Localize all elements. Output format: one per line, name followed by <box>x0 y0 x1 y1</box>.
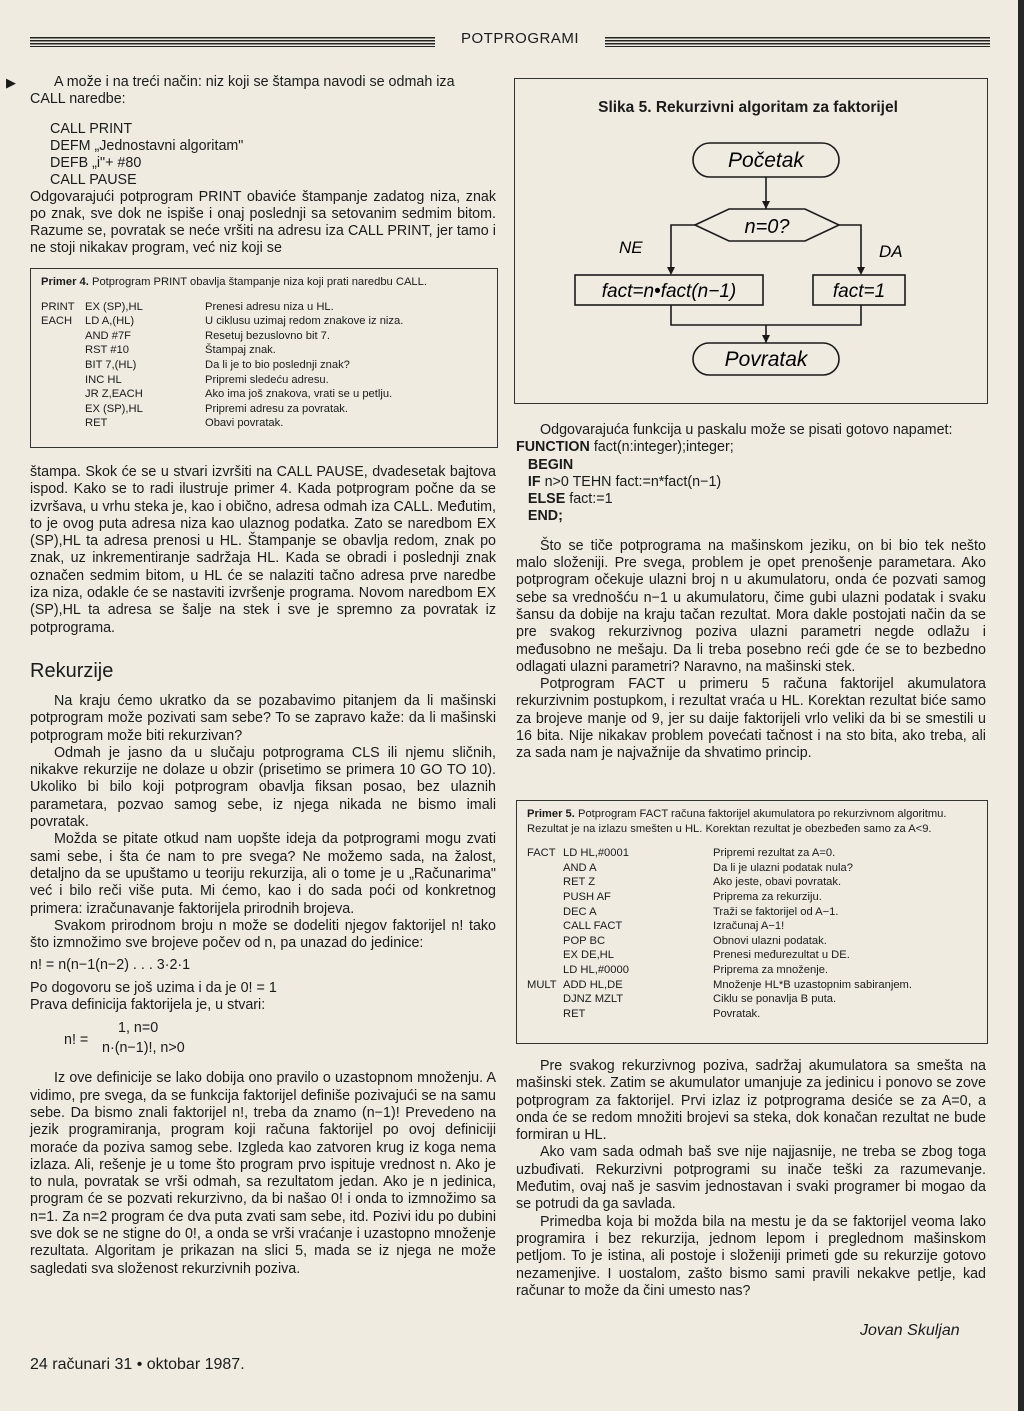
code-row <box>527 846 912 861</box>
page-header <box>30 26 990 56</box>
code-table <box>527 846 912 1021</box>
header-rule-left <box>30 37 435 47</box>
code-comment: Ciklu se ponavlja B puta. <box>713 993 837 1006</box>
recursive-label: fact=n•fact(n−1) <box>601 281 737 302</box>
code-instruction: RET Z <box>563 876 596 889</box>
code-label <box>527 890 563 905</box>
code-instruction: LD HL,#0001 <box>563 847 629 860</box>
code-row <box>527 905 912 920</box>
pascal-line <box>516 491 986 508</box>
code-label <box>41 387 85 402</box>
pascal-keyword: FUNCTION <box>516 439 590 456</box>
code-instruction: BIT 7,(HL) <box>85 358 137 371</box>
pascal-rest: fact(n:integer);integer; <box>589 439 734 456</box>
pascal-keyword: END; <box>516 508 563 525</box>
code-comment: Ako ima još znakova, vrati se u petlju. <box>205 388 393 401</box>
code-row <box>527 890 912 905</box>
code-label <box>527 948 563 963</box>
left-column-bottom <box>30 464 496 1278</box>
figure-5-box <box>514 78 988 404</box>
code-comment: Pripremi rezultat za A=0. <box>713 847 836 860</box>
code-instruction: ADD HL,DE <box>563 978 623 991</box>
code-instruction: RST #10 <box>85 344 129 357</box>
code-label <box>41 373 85 388</box>
page-footer: 24 računari 31 • oktobar 1987. <box>30 1356 245 1373</box>
section-title: POTPROGRAMI <box>460 30 579 47</box>
code-label <box>41 358 85 373</box>
pascal-line <box>516 439 986 456</box>
code-comment: Množenje HL*B uzastopnim sabiranjem. <box>713 978 912 991</box>
code-label: PRINT <box>41 300 75 313</box>
primer-caption <box>527 807 977 836</box>
code-row <box>527 934 912 949</box>
paragraph: Pre svakog rekurzivnog poziva, sadržaj akumulatora sa smešta na mašinski stek. Zatim se akumulator umanjuje za jedinicu i ponovo se zove potprogram za faktorijel. Prvi izlaz iz potprograma desiće se za A=0, a onda će se redom množiti brojevi sa steka, dok konačan rezultat ne bude formiran u HL. <box>516 1058 986 1144</box>
code-comment: Resetuj bezuslovno bit 7. <box>205 329 331 342</box>
intro-line-2: CALL naredbe: <box>30 91 126 108</box>
code-instruction: INC HL <box>85 373 122 386</box>
code-label <box>527 1007 563 1022</box>
code-comment: Prenesi adresu niza u HL. <box>205 300 334 313</box>
code-row <box>41 402 403 417</box>
code-comment: Obavi povratak. <box>205 417 284 430</box>
decision-label: n=0? <box>744 216 790 238</box>
pascal-line <box>516 508 986 525</box>
code-label <box>41 416 85 431</box>
base-label: fact=1 <box>832 281 886 302</box>
no-label: NE <box>619 238 643 257</box>
pascal-line <box>516 457 986 474</box>
code-label <box>41 329 85 344</box>
code-row <box>527 919 912 934</box>
flowchart <box>515 79 987 403</box>
pascal-code <box>516 439 986 525</box>
code-instruction: POP BC <box>563 934 606 947</box>
paragraph: štampa. Skok će se u stvari izvršiti na CALL PAUSE, dvadesetak bajtova ispod. Kako se to radi ilustruje primer 4. Kada potprogram počne da se izvršava, u vrhu steka je, kao i obično, adresa odmah iza CALL. Međutim, to je ovog puta adresa niza kao ulaznog podatka. Zato se naredbom EX (SP),HL ta adresa prenosi u HL. Štampanje se obavlja redom, znak po znak, uz inkrementiranje sadržaja HL. Kada se obradi i poslednji znak označen sedmim bitom, u HL će se nalaziti tačno adresa prve naredbe iza niza, odakle će se nastaviti izvršenje programa. Novom naredbom EX (SP),HL ta adresa se šalje na stek i sve je spremno za povratak iz potprograma. <box>30 464 496 636</box>
yes-label: DA <box>879 242 903 261</box>
paragraph: Odgovarajući potprogram PRINT obaviće štampanje zadatog niza, znak po znak, sve dok ne ispiše i onaj poslednji sa setovanim sedmim bitom. Razume se, povratak se neće vršiti na adresu iza CALL PRINT, jer tamo i ne stoji nikakav program, već niz koji se <box>30 188 496 257</box>
author-signature: Jovan Skuljan <box>860 1322 960 1339</box>
code-comment: Ako jeste, obavi povratak. <box>713 876 842 889</box>
code-instruction: RET <box>563 1007 586 1020</box>
code-line: CALL PAUSE <box>50 171 137 188</box>
right-column-bottom <box>516 1058 986 1300</box>
code-row <box>527 875 912 890</box>
pascal-keyword: BEGIN <box>516 456 574 473</box>
code-label <box>527 992 563 1007</box>
code-comment: Traži se faktorijel od A−1. <box>713 905 839 918</box>
intro-line: A može i na treći način: niz koji se štampa navodi se odmah iza <box>54 74 455 90</box>
start-label: Početak <box>728 149 804 172</box>
code-line: CALL PRINT <box>50 120 133 137</box>
code-label: MULT <box>527 978 557 991</box>
code-table <box>41 300 403 431</box>
code-label <box>527 861 563 876</box>
paragraph: Potprogram FACT u primeru 5 računa faktorijel akumulatora rekurzivnim postupkom, i rezultat vraća u HL. Korektan rezultat biće samo za brojeve manje od 9, jer su daije faktorijeli vrlo veliki da bi se smestili u 16 bita. Nije nikakav problem povećati tačnost i na sto bita, ako treba, ali za sada nam je najvažnije da shvatimo princip. <box>516 676 986 762</box>
code-comment: Pripremi sledeću adresu. <box>205 373 329 386</box>
code-line: DEFB „i"+ #80 <box>50 154 142 171</box>
paragraph: Ako vam sada odmah baš sve nije najjasnije, ne treba se zbog toga uzbuđivati. Rekurzivni potprogrami su inače teški za razumevanje. Međutim, ovaj naš je sasvim jednostavan i svaki programer bi mogao da se potrudi da ga savlada. <box>516 1144 986 1213</box>
code-comment: Izračunaj A−1! <box>713 920 785 933</box>
piecewise-formula <box>30 1020 496 1064</box>
code-instruction: AND A <box>563 861 597 874</box>
code-comment: Da li je ulazni podatak nula? <box>713 861 853 874</box>
code-instruction: DEC A <box>563 905 597 918</box>
paragraph: Po dogovoru se još uzima i da je 0! = 1 <box>30 979 277 996</box>
code-row <box>527 948 912 963</box>
code-row <box>41 314 403 329</box>
code-comment: Povratak. <box>713 1007 761 1020</box>
formula-lhs: n! = <box>64 1032 89 1049</box>
code-row <box>41 329 403 344</box>
code-instruction: EX DE,HL <box>563 949 614 962</box>
code-label <box>527 919 563 934</box>
primer-label: Primer 4. <box>41 276 89 288</box>
primer-label: Primer 5. <box>527 808 575 820</box>
paragraph: Iz ove definicije se lako dobija ono pravilo o uzastopnom množenju. A vidimo, pre svega, da se funkcija faktorijel definiše pozivajući se na samu sebe. Da bismo znali faktorijel n!, treba da znamo (n−1)! Prevedeno na jezik programiranja, program koji računa faktorijel po ovoj definiciji moraće da poziva samog sebe. Izgleda kao zatvoren krug iz koga nema izlaza. Ali, rešenje je u tome što program prvo ispituje vrednost n. Ako je to nula, povratak se vrši odmah, sa rezultatom jedan. Ako je n jedinica, program će se pozvati rekurzivno, da bi našao 0! i onda to izmnožimo sa n=1. Za n=2 program će dva puta zvati sam sebe, itd. Pozivi idu po dubini sve dok se ne stigne do 0!, a onda se vrši vraćanje i uzastopno množenje rezultata. Algoritam je prikazan na slici 5, mada se iz njega ne može sagledati sva složenost rekurzivnih poziva. <box>30 1070 496 1277</box>
header-rule-right <box>605 37 990 47</box>
pascal-line <box>516 474 986 491</box>
paragraph: Primedba koja bi možda bila na mestu je da se faktorijel veoma lako programira i bez rekurzija, jednom lepom i preglednom mašinskom petljom. To je istina, ali postoje i složeniji primeti gde su rekurzije gotovo nezamenjive. I uostalom, zašto bismo sami pravili nekakve petlje, kad računar to može da čini umesto nas? <box>516 1213 986 1299</box>
code-snippet <box>50 121 496 189</box>
code-instruction: LD HL,#0000 <box>563 963 629 976</box>
code-row <box>41 373 403 388</box>
paragraph: Prava definicija faktorijela je, u stvari: <box>30 997 266 1014</box>
code-comment: Da li je to bio poslednji znak? <box>205 358 350 371</box>
code-row <box>527 992 912 1007</box>
figure-title: Slika 5. Rekurzivni algoritam za faktorijel <box>598 99 898 116</box>
code-instruction: AND #7F <box>85 329 132 342</box>
pascal-rest: fact:=1 <box>565 491 613 508</box>
paragraph: Možda se pitate otkud nam uopšte ideja da potprogrami mogu zvati sami sebe, i šta će nam to pre svega? Ne možemo sada, na žalost, detaljno da se upuštamo u teoriju rekurzija, ali o tome je u „Računarima" već i bilo reči više puta. Mi ćemo, kao i do sada poći od konkretnog primera: izračunavanje faktorijela prirodnih brojeva. <box>30 831 496 917</box>
code-instruction: EX (SP),HL <box>85 402 143 415</box>
code-label: FACT <box>527 847 556 860</box>
code-label <box>527 875 563 890</box>
code-instruction: CALL FACT <box>563 920 623 933</box>
code-instruction: RET <box>85 417 108 430</box>
code-comment: Pripremi adresu za povratak. <box>205 402 349 415</box>
code-instruction: DJNZ MZLT <box>563 993 624 1006</box>
code-instruction: LD A,(HL) <box>85 315 135 328</box>
code-comment: Štampaj znak. <box>205 344 276 357</box>
code-comment: Priprema za rekurziju. <box>713 890 822 903</box>
page-edge <box>1018 0 1024 1411</box>
formula: n! = n(n−1(n−2) . . . 3·2·1 <box>30 957 191 974</box>
code-row <box>41 416 403 431</box>
code-row <box>527 861 912 876</box>
primer-caption-text: Potprogram PRINT obavlja štampanje niza koji prati naredbu CALL. <box>92 276 427 288</box>
left-column-top <box>6 74 496 258</box>
paragraph: Svakom prirodnom broju n može se dodeliti njegov faktorijel n! tako što izmnožimo sve brojeve počev od n, pa unazad do jedinice: <box>30 917 496 952</box>
end-label: Povratak <box>724 348 808 371</box>
pascal-rest: n>0 TEHN fact:=n*fact(n−1) <box>540 473 722 490</box>
code-comment: U ciklusu uzimaj redom znakove iz niza. <box>205 315 404 328</box>
code-label <box>41 343 85 358</box>
paragraph: Što se tiče potprograma na mašinskom jeziku, on bi bio tek nešto malo složeniji. Pre svega, problem je opet prenošenje parametara. Ako potprogram očekuje ulazni broj n u akumulatoru, onda će pozvati samog sebe sa vrednošću n−1 u akumulatoru, čime gubi ulazni podatak i svaku šansu da dobije na kraju tačan rezultat. Mora dakle postojati način da se pre svakog rekurzivnog poziva ulazni parametri negde odlažu i međusobno ne mešaju. Da li treba posebno reći gde će se to bezbedno odlagati ulazni parametri? Naravno, na mašinski stek. <box>516 537 986 675</box>
code-label <box>41 402 85 417</box>
code-row <box>41 300 403 315</box>
formula-case: 1, n=0 <box>118 1020 159 1037</box>
code-row <box>41 343 403 358</box>
paragraph: Odgovarajuća funkcija u paskalu može se pisati gotovo napamet: <box>540 422 953 438</box>
pascal-keyword: ELSE <box>516 491 566 508</box>
code-comment: Prenesi međurezultat u DE. <box>713 949 850 962</box>
primer-caption-text: Potprogram FACT računa faktorijel akumulatora po rekurzivnom algoritmu. Rezultat je na izlazu smešten u HL. Korektan rezultat je obezbeđen samo za A<9. <box>527 808 947 835</box>
code-label: EACH <box>41 315 73 328</box>
code-comment: Obnovi ulazni podatak. <box>713 934 827 947</box>
code-instruction: PUSH AF <box>563 890 611 903</box>
right-column-top <box>516 422 986 763</box>
primer-5-box <box>516 800 988 1044</box>
code-instruction: JR Z,EACH <box>85 388 143 401</box>
code-label <box>527 905 563 920</box>
code-label <box>527 934 563 949</box>
code-row <box>527 1007 912 1022</box>
code-row <box>41 387 403 402</box>
code-label <box>527 963 563 978</box>
code-line: DEFM „Jednostavni algoritam" <box>50 137 244 154</box>
code-row <box>527 963 912 978</box>
code-instruction: EX (SP),HL <box>85 300 143 313</box>
section-heading: Rekurzije <box>30 659 114 682</box>
paragraph: Odmah je jasno da u slučaju potprograma CLS ili njemu sličnih, nikakve rekurzije ne dolaze u obzir (prisetimo se primera 10 GO TO 10). Ukoliko bi bilo koji potprogram obavlja fiksan posao, bez ulaznih parametara, pozvao samog sebe, iz njega nikada ne bismo imali povratak. <box>30 744 496 831</box>
code-row <box>527 978 912 993</box>
pascal-keyword: IF <box>516 473 541 490</box>
code-row <box>41 358 403 373</box>
primer-4-box <box>30 268 498 448</box>
primer-caption <box>41 275 487 290</box>
arrow-marker-icon: ▶ <box>6 75 16 90</box>
formula-case: n·(n−1)!, n>0 <box>102 1040 185 1057</box>
code-comment: Priprema za množenje. <box>713 963 829 976</box>
paragraph: Na kraju ćemo ukratko da se pozabavimo pitanjem da li mašinski potprogram može pozivati sam sebe? To se zapravo kaže: da li mašinski potprogram može biti rekurzivan? <box>30 692 496 744</box>
